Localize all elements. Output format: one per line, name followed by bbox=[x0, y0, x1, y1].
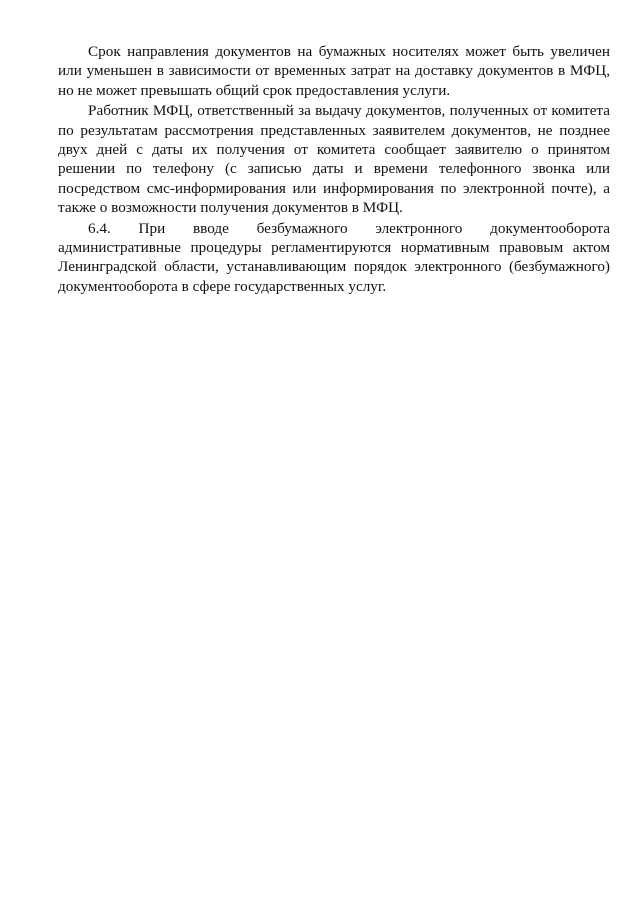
paragraph-delivery-terms: Срок направления документов на бумажных носителях может быть увеличен или уменьшен в зависимости от временных затрат на доставку документов в МФЦ, но не может превышать общий срок предоставления услуги. bbox=[58, 43, 610, 99]
document-body bbox=[58, 42, 610, 296]
paragraph-mfc-employee: Работник МФЦ, ответственный за выдачу документов, полученных от комитета по результатам рассмотрения представленных заявителем документов, не позднее двух дней с даты их получения от комитета сообщает заявителю о принятом решении по телефону (с записью даты и времени телефонного звонка или посредством смс-информирования или информирования по электронной почте), а также о возможности получения документов в МФЦ. bbox=[58, 102, 610, 217]
paragraph-6-4: 6.4. При вводе безбумажного электронного документооборота административные процедуры регламентируются нормативным правовым актом Ленинградской области, устанавливающим порядок электронного (безбумажного) документооборота в сфере государственных услуг. bbox=[58, 219, 610, 295]
